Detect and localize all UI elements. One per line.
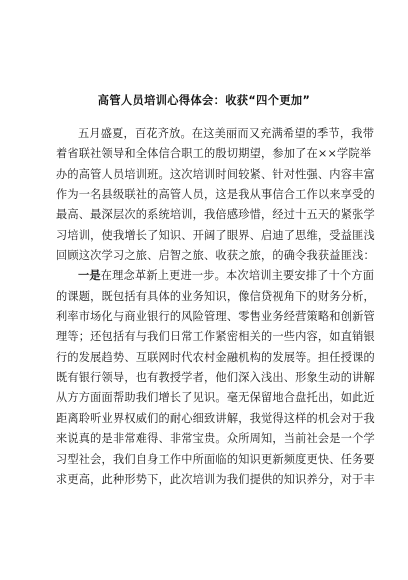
body-line — [56, 205, 375, 225]
body-line — [56, 388, 375, 408]
body-line-text: 着省联社领导和全体信合职工的殷切期望，参加了在××学院举 — [56, 147, 372, 161]
body-line — [56, 165, 375, 185]
body-line-text: 的课题，既包括有具体的业务知识，像信贷视角下的财务分析， — [56, 289, 375, 303]
body-line-text: 来说真的是非常难得、非常宝贵。众所周知，当前社会是一个学 — [56, 432, 375, 446]
body-line-text: 距离聆听业界权威们的耐心细致讲解，我觉得这样的机会对于我 — [56, 411, 375, 425]
body-line-text: 在理念革新上更进一步。本次培训主要安排了十个方面 — [100, 269, 375, 283]
body-line-text: 利率市场化与商业银行的风险管理、零售业务经营策略和创新管 — [56, 310, 375, 324]
body-line — [56, 307, 375, 327]
document-body — [56, 124, 375, 490]
body-line — [56, 429, 375, 449]
body-line — [56, 450, 375, 470]
body-line-text: 办的高管人员培训班。这次培训时间较紧、针对性强、内容丰富 — [56, 167, 375, 181]
body-line — [56, 348, 375, 368]
paragraph-lead: 一是 — [78, 269, 101, 283]
body-line — [56, 266, 375, 286]
body-line-text: 作为一名县级联社的高管人员，这是我从事信合工作以来享受的 — [56, 188, 375, 202]
body-line-text: 习型社会，我们自身工作中所面临的知识更新频度更快、任务要 — [56, 452, 375, 466]
body-line — [56, 226, 375, 246]
body-line-text: 最高、最深层次的系统培训，我倍感珍惜，经过十五天的紧张学 — [56, 208, 375, 222]
body-line — [56, 246, 375, 266]
document-title: 高管人员培训心得体会：收获“四个更加” — [97, 94, 311, 107]
body-line — [56, 368, 375, 388]
body-line-text: 五月盛夏，百花齐放。在这美丽而又充满希望的季节，我带 — [78, 127, 375, 140]
body-line — [56, 144, 372, 164]
body-line-text: 既有银行领导，也有教授学者，他们深入浅出、形象生动的讲解 — [56, 371, 375, 385]
body-line — [56, 470, 375, 490]
body-line-text: 习培训，使我增长了知识、开阔了眼界、启迪了思维，受益匪浅 — [56, 228, 375, 242]
body-line — [56, 287, 375, 307]
body-line — [56, 124, 375, 144]
body-line-text: 求更高，此种形势下，此次培训为我们提供的知识养分，对于丰 — [56, 472, 375, 486]
body-line-text: 理等；还包括有与我们日常工作紧密相关的一些内容，如直销银 — [56, 330, 375, 344]
body-line-text: 回顾这次学习之旅、启智之旅、收获之旅，的确令我获益匪浅： — [56, 249, 375, 263]
body-line — [56, 185, 375, 205]
body-line-text: 行的发展趋势、互联网时代农村金融机构的发展等。担任授课的 — [56, 350, 375, 364]
body-line-text: 从方方面面帮助我们增长了见识。毫无保留地合盘托出，如此近 — [56, 391, 375, 405]
body-line — [56, 409, 375, 429]
body-line — [56, 327, 375, 347]
